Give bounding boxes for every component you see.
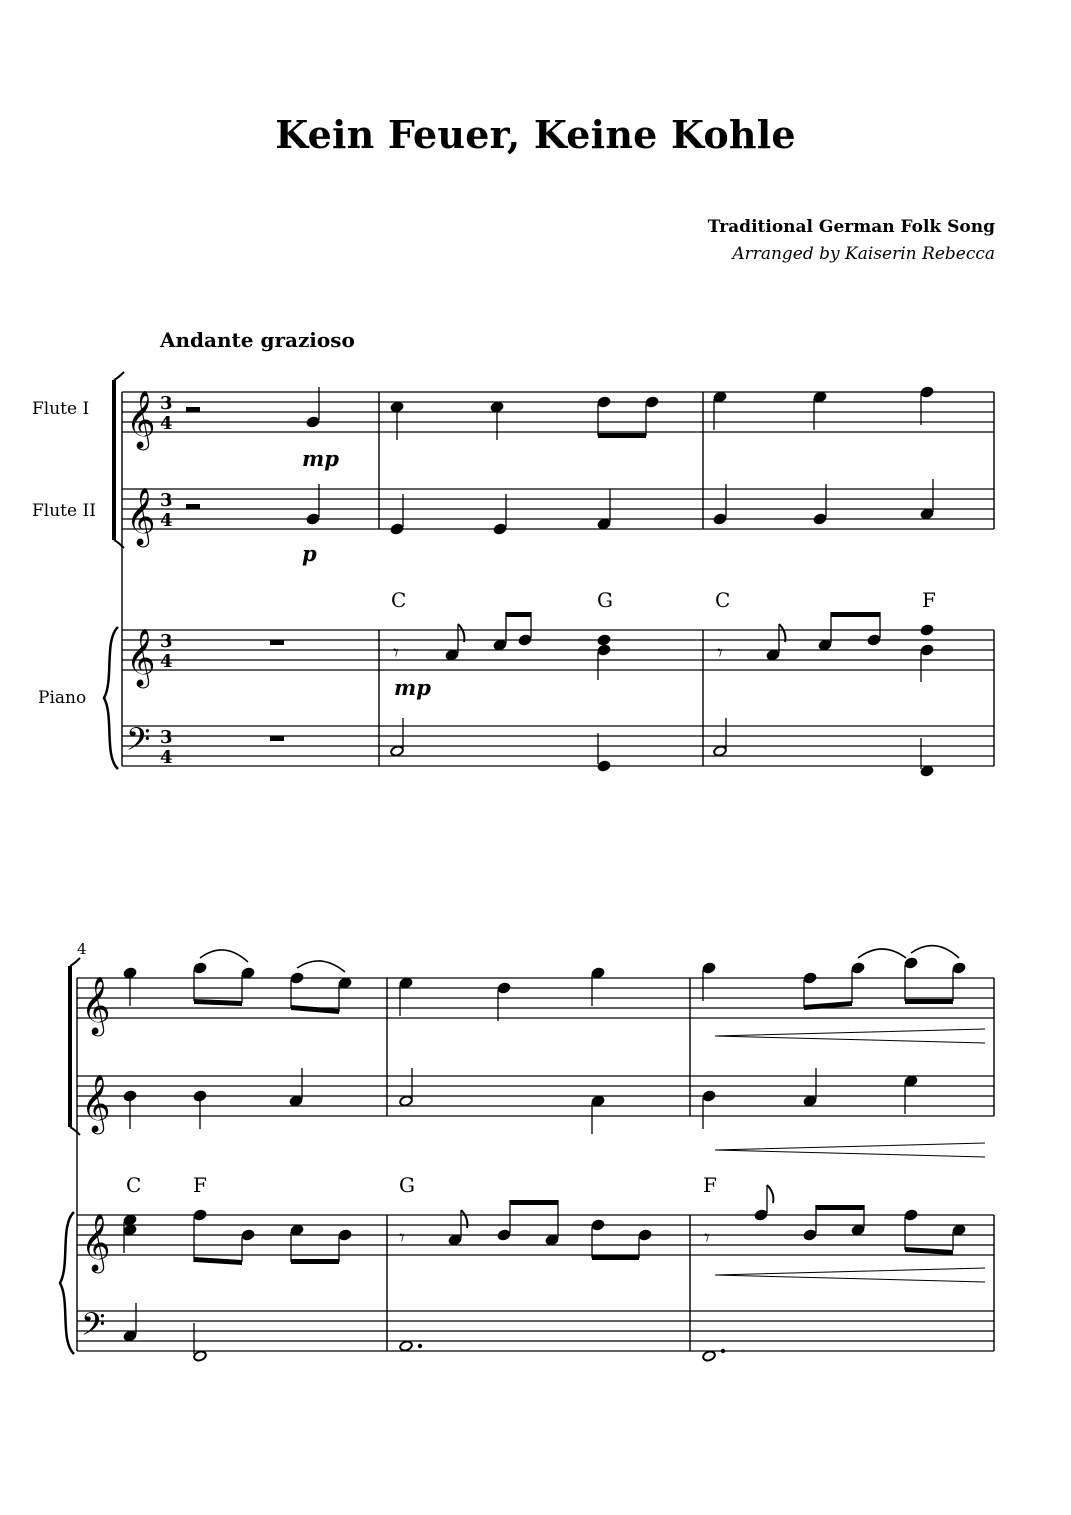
eighth-rests: [393, 641, 723, 1251]
svg-text:4: 4: [160, 651, 173, 672]
staff-flute1: [122, 392, 994, 432]
beams: [194, 433, 953, 1265]
score-title: Kein Feuer, Keine Kohle: [275, 112, 796, 157]
composer: Traditional German Folk Song: [707, 217, 995, 237]
treble-clef: 𝄞: [81, 1213, 111, 1271]
staff-piano-treble: [122, 630, 994, 670]
instrument-label-piano: Piano: [38, 688, 87, 708]
rests: [186, 407, 284, 741]
treble-clef: 𝄞: [126, 390, 156, 448]
staff-flute2-s2: [77, 1076, 994, 1116]
tempo-marking: Andante grazioso: [160, 328, 355, 352]
staff-piano-bass-s2: [77, 1311, 994, 1351]
bar-number: 4: [77, 940, 87, 958]
chord-symbol: C: [391, 588, 407, 612]
dynamic-piano: mp: [394, 675, 431, 700]
chord-symbol: G: [597, 588, 613, 612]
brace-piano: [104, 627, 118, 769]
svg-text:3: 3: [160, 727, 173, 748]
chord-symbol: F: [193, 1173, 207, 1197]
treble-clef: 𝄞: [81, 1074, 111, 1132]
instrument-label-flute1: Flute I: [32, 399, 90, 419]
svg-text:4: 4: [160, 747, 173, 768]
svg-text:4: 4: [160, 413, 173, 434]
crescendo-hairpins: [715, 1029, 985, 1282]
barlines-system1: [122, 392, 994, 766]
slurs: [200, 946, 959, 972]
treble-clef: 𝄞: [126, 487, 156, 545]
time-signatures: [160, 393, 173, 768]
svg-text:𝄾: 𝄾: [399, 1226, 405, 1251]
dynamic-flute1: mp: [302, 446, 339, 471]
barlines-system2: [77, 978, 994, 1351]
instrument-label-flute2: Flute II: [32, 501, 96, 521]
brace-piano-s2: [60, 1212, 74, 1354]
svg-text:3: 3: [160, 631, 173, 652]
staff-flute2: [122, 489, 994, 529]
bass-clef: 𝄢: [81, 1306, 106, 1350]
dots: [418, 1344, 725, 1353]
staff-piano-bass: [122, 726, 994, 766]
arranger: Arranged by Kaiserin Rebecca: [732, 244, 995, 264]
staff-flute1-s2: [77, 978, 994, 1018]
treble-clef: 𝄞: [126, 628, 156, 686]
dynamic-flute2: p: [302, 541, 317, 566]
bass-clef: 𝄢: [126, 721, 151, 765]
chord-symbol: F: [922, 588, 936, 612]
svg-text:3: 3: [160, 393, 173, 414]
half-notes: [193, 745, 727, 1362]
svg-text:3: 3: [160, 490, 173, 511]
svg-text:𝄾: 𝄾: [393, 641, 399, 666]
chord-symbol: C: [126, 1173, 142, 1197]
treble-clef: 𝄞: [81, 976, 111, 1034]
svg-text:𝄾: 𝄾: [717, 641, 723, 666]
chord-symbol: G: [399, 1173, 415, 1197]
svg-text:4: 4: [160, 510, 173, 531]
svg-text:𝄾: 𝄾: [704, 1226, 710, 1251]
flags: [458, 624, 785, 1228]
chord-symbol: C: [715, 588, 731, 612]
chord-symbol: F: [703, 1173, 717, 1197]
